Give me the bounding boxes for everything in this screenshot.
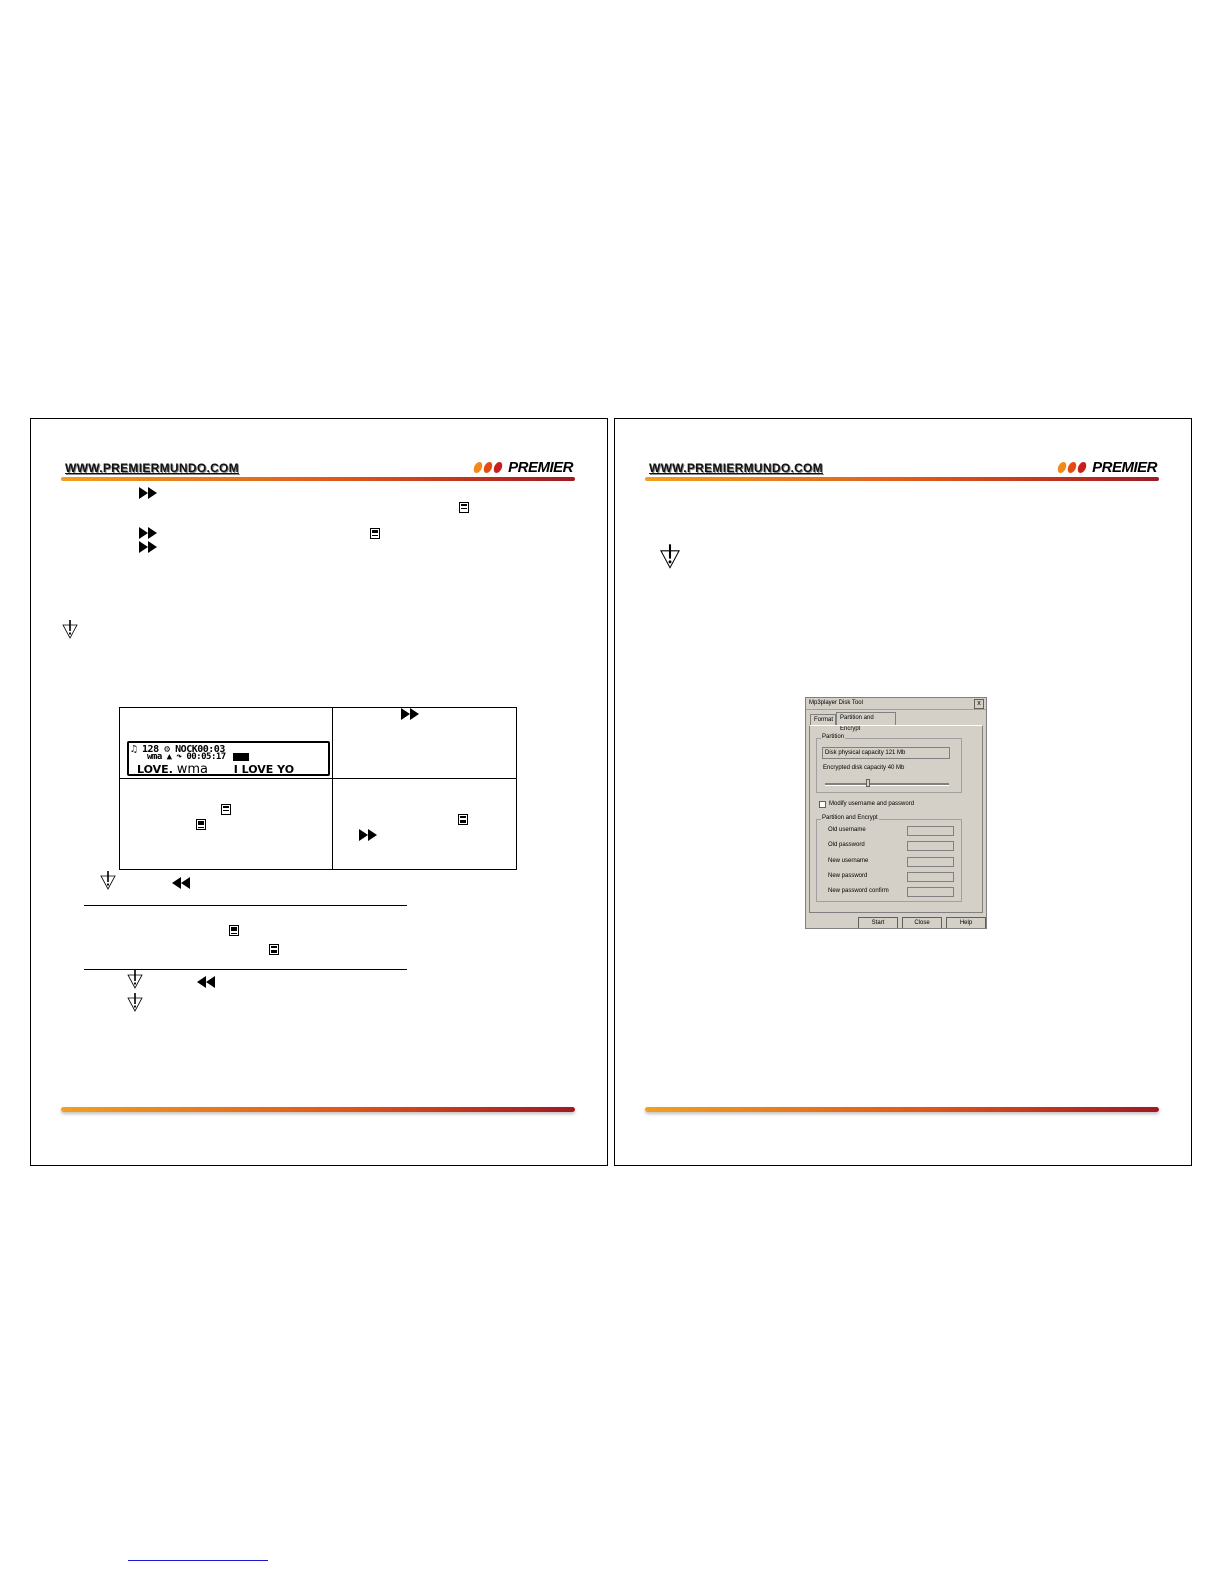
fast-forward-icon [138, 526, 160, 540]
new-username-input[interactable] [907, 857, 954, 867]
tab-panel [809, 725, 983, 913]
new-username-label: New username [828, 858, 869, 864]
old-password-input[interactable] [907, 841, 954, 851]
partition-encrypt-group [816, 815, 962, 902]
warning-exclamation-icon [99, 870, 117, 890]
partition-group [816, 734, 962, 793]
lcd-track-title: I LOVE YO [233, 763, 295, 776]
lcd-track-name: LOVE. [137, 763, 173, 776]
capacity-slider-thumb[interactable] [866, 779, 870, 787]
tab-partition-and-encrypt[interactable]: Partition and Encrypt [836, 712, 896, 725]
premier-logo [474, 459, 573, 476]
fast-forward-icon [138, 540, 160, 554]
fast-forward-icon [358, 828, 380, 842]
modify-credentials-label: Modify username and password [829, 801, 915, 807]
lcd-screen [127, 741, 330, 776]
battery-icon [233, 753, 249, 761]
mode-glyph-icon [269, 944, 279, 955]
partition-encrypt-legend: Partition and Encrypt [822, 815, 878, 821]
new-password-confirm-input[interactable] [907, 887, 954, 897]
rewind-icon [169, 876, 191, 890]
lcd-status-row-2 [147, 752, 249, 762]
footer-rule [645, 1107, 1159, 1112]
lcd-status-text-2: wma ▲ ↷ 00:05:17 [147, 752, 226, 762]
capacity-slider-track [825, 783, 949, 786]
rewind-icon [194, 975, 216, 989]
mode-glyph-icon [459, 502, 469, 513]
partition-group-legend: Partition [822, 734, 845, 740]
start-button[interactable]: Start [858, 917, 898, 929]
header-rule [61, 477, 575, 481]
premier-logo [1058, 459, 1157, 476]
fast-forward-icon [138, 486, 160, 500]
mode-glyph-icon [221, 804, 231, 815]
brand-name: PREMIER [1092, 459, 1157, 476]
logo-dot-icon [473, 462, 484, 473]
new-password-input[interactable] [907, 872, 954, 882]
warning-exclamation-icon [61, 619, 79, 639]
logo-dot-icon [1067, 462, 1078, 473]
lcd-track-codec: wma [176, 762, 208, 776]
fast-forward-icon [400, 707, 422, 721]
new-password-label: New password [828, 873, 868, 879]
lcd-track-row [137, 762, 294, 776]
old-password-label: Old password [828, 842, 865, 848]
manual-page-right [614, 418, 1192, 1166]
warning-exclamation-icon [658, 543, 682, 569]
website-url[interactable]: WWW.PREMIERMUNDO.COM [65, 461, 239, 475]
tab-format[interactable]: Format [810, 714, 836, 725]
disk-tool-dialog [805, 697, 987, 929]
close-icon[interactable]: x [974, 699, 984, 709]
dialog-title: Mp3player Disk Tool [809, 700, 863, 706]
logo-dot-icon [1057, 462, 1068, 473]
warning-exclamation-icon [126, 992, 144, 1012]
modify-credentials-checkbox[interactable] [819, 801, 826, 808]
section-divider [84, 905, 407, 906]
table-divider-vertical [332, 708, 333, 869]
old-username-label: Old username [828, 827, 866, 833]
old-username-input[interactable] [907, 826, 954, 836]
close-button[interactable]: Close [902, 917, 942, 929]
header-rule [645, 477, 1159, 481]
footer-rule [61, 1107, 575, 1112]
mode-glyph-icon [458, 814, 468, 825]
physical-capacity-field: Disk physical capacity 121 Mb [822, 747, 950, 759]
dialog-titlebar [806, 698, 986, 710]
logo-dot-icon [493, 462, 504, 473]
mode-glyph-icon [370, 528, 380, 539]
mode-glyph-icon [196, 819, 206, 830]
mode-glyph-icon [229, 925, 239, 936]
help-button[interactable]: Help [946, 917, 986, 929]
display-table [119, 707, 517, 870]
new-password-confirm-label: New password confirm [828, 888, 889, 894]
manual-page-left [30, 418, 608, 1166]
logo-dot-icon [1077, 462, 1088, 473]
brand-name: PREMIER [508, 459, 573, 476]
footer-link-underline[interactable] [128, 1560, 268, 1561]
warning-exclamation-icon [126, 969, 144, 989]
lcd-status-text: ♫ 128 ⚙ NOCK00:03 [131, 744, 225, 755]
encrypted-capacity-label: Encrypted disk capacity 40 Mb [823, 765, 905, 771]
logo-dot-icon [483, 462, 494, 473]
table-divider-horizontal [120, 778, 516, 779]
website-url[interactable]: WWW.PREMIERMUNDO.COM [649, 461, 823, 475]
